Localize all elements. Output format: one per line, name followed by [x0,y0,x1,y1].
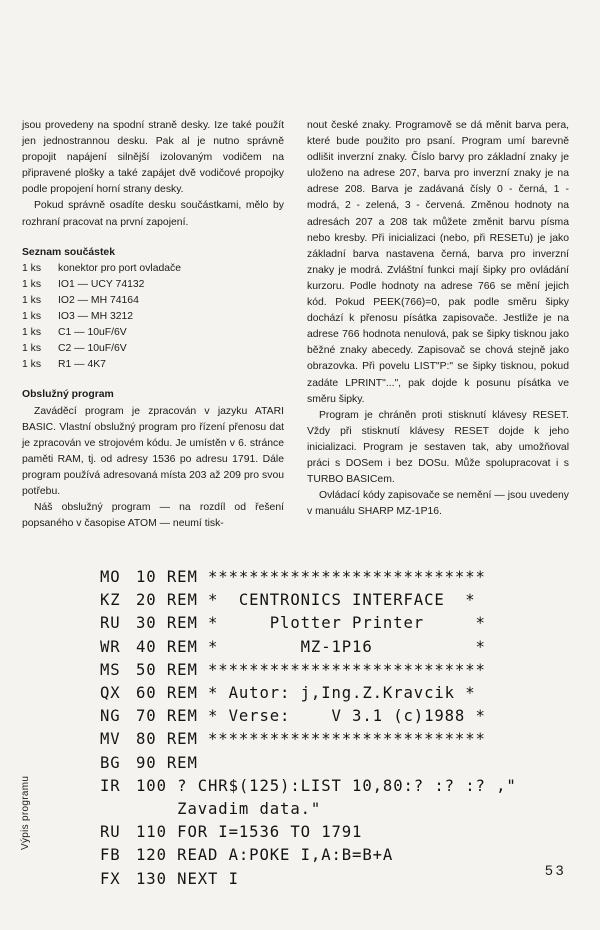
code-text: 80 REM *************************** [136,730,486,749]
part-qty: 1 ks [22,343,42,355]
program-heading: Obslužný program [22,389,114,401]
checksum-code: MS [100,660,121,679]
code-text: 20 REM * CENTRONICS INTERFACE * [136,591,476,610]
part-qty: 1 ks [22,262,42,274]
listing-line [100,705,580,728]
checksum-code: BG [100,753,121,772]
listing-line [100,566,580,589]
part-qty: 1 ks [22,311,42,323]
list-item [22,261,284,277]
code-text: 40 REM * MZ-1P16 * [136,637,486,656]
program-listing [100,566,580,891]
checksum-code: NG [100,707,121,726]
listing-line [100,868,580,891]
part-qty: 1 ks [22,278,42,290]
part-qty: 1 ks [22,327,42,339]
list-item [22,341,284,357]
part-name: IO2 — MH 74164 [58,294,139,306]
code-text: 130 NEXT I [136,869,239,888]
list-item [22,325,284,341]
listing-line [100,612,580,635]
listing-line [100,636,580,659]
reset-paragraph: Program je chráněn proti stisknutí klávesy RESET. Vždy při stisknutí klávesy RESET dojde k jeho inicializaci. Program je sestaven tak, aby umožňoval práci s DOSem i bez DOSu. Může spolupracovat i s TURBO BASICem. [307,409,569,486]
listing-line [100,844,580,867]
checksum-code: MV [100,730,121,749]
code-text: Zavadim data." [136,800,322,819]
code-text: 70 REM * Verse: V 3.1 (c)1988 * [136,707,486,726]
side-label: Výpis programu [20,775,31,850]
list-item [22,293,284,309]
part-name: C2 — 10uF/6V [58,343,127,355]
checksum-code: RU [100,823,121,842]
listing-line [100,728,580,751]
part-name: C1 — 10uF/6V [58,327,127,339]
code-text: 100 ? CHR$(125):LIST 10,80:? :? :? ," [136,776,517,795]
code-text: 60 REM * Autor: j,Ing.Z.Kravcik * [136,684,476,703]
parts-heading: Seznam součástek [22,246,115,258]
listing-line [100,798,580,821]
listing-line [100,752,580,775]
part-name: konektor pro port ovladače [58,262,182,274]
list-item [22,277,284,293]
part-qty: 1 ks [22,359,42,371]
list-item [22,309,284,325]
code-text: 50 REM *************************** [136,660,486,679]
part-name: IO3 — MH 3212 [58,311,134,323]
code-text: 120 READ A:POKE I,A:B=B+A [136,846,394,865]
intro-paragraph: jsou provedeny na spodní straně desky. Ize také použít jen jednostrannou desku. Pak al je nutno správně propojit napájení silnější izolovaným vodičem na připravené plošky a také zapájet dvě vodičové propojky podle propojení horní strany desky. [22,120,284,196]
code-text: 90 REM [136,753,198,772]
code-text: 10 REM *************************** [136,568,486,586]
checksum-code: FB [100,846,121,865]
listing-line [100,589,580,612]
code-text: 110 FOR I=1536 TO 1791 [136,823,363,842]
listing-line [100,821,580,844]
checksum-code: KZ [100,591,121,610]
right-column [307,118,569,520]
checksum-code: RU [100,614,121,633]
checksum-code [100,798,136,821]
checksum-code: MO [100,568,121,586]
part-qty: 1 ks [22,294,42,306]
part-name: R1 — 4K7 [58,359,106,371]
checksum-code: QX [100,684,121,703]
parts-list [22,261,284,374]
part-name: IO1 — UCY 74132 [58,278,145,290]
listing-line [100,775,580,798]
list-item [22,357,284,373]
checksum-code: WR [100,637,121,656]
program-paragraph: Zaváděcí program je zpracován v jazyku ATARI BASIC. Vlastní obslužný program pro řízení přenosu dat je zpracován ve strojovém kódu. Je umístěn v 6. stránce paměti RAM, tj. od adresy 1536 po adresu 1791. Dále program používá adresovaná místa 203 až 209 pro svou potřebu. [22,405,284,497]
continuation-paragraph: Náš obslužný program — na rozdíl od řešení popsaného v časopise ATOM — neumí tisk- [22,502,284,530]
second-paragraph: Pokud správně osadíte desku součástkami, mělo by rozhraní pracovat na první zapojení. [22,200,284,228]
page-number: 53 [545,862,567,878]
checksum-code: FX [100,869,121,888]
left-column [22,118,284,532]
checksum-code: IR [100,776,121,795]
listing-line [100,659,580,682]
control-codes-paragraph: Ovládací kódy zapisovače se nemění — jsou uvedeny v manuálu SHARP MZ-1P16. [307,490,569,518]
color-paragraph: nout české znaky. Programově se dá měnit barva pera, které bude použito pro psaní. Program umí barevně odlišit inverzní znaky. Číslo barvy pro základní znaky je uloženo na adrese 207, barva pro inverzní znaky je na adrese 208. Barva je zadávaná čísly 0 - černá, 1 - modrá, 2 - zelená, 3 - červená. Změnou hodnoty na adresách 207 a 208 tak můžete změnit barvu písma nebo kresby. Při inicializaci (nebo, při RESETu) je jako základní barva nastavena černá, barva pro inverzní znaky je modrá. Zvláštní funkci mají šipky pro ovládání kurzoru. Podle hodnoty na adrese 766 se mění jejich kód. Pokud PEEK(766)=0, pak podle směru šipky dochází k přenosu písátka zapisovače. Jestliže je na adrese 766 hodnota nenulová, pak se šipky tisknou jako běžné znaky abecedy. Zapisovač se chová stejně jako obrazovka. Při povelu LIST"P:" se šipky tisknou, pokud zadáte LPRINT"...", pak dojde k posunu písátka ve směru šipky. [307,120,569,405]
listing-line [100,682,580,705]
code-text: 30 REM * Plotter Printer * [136,614,486,633]
